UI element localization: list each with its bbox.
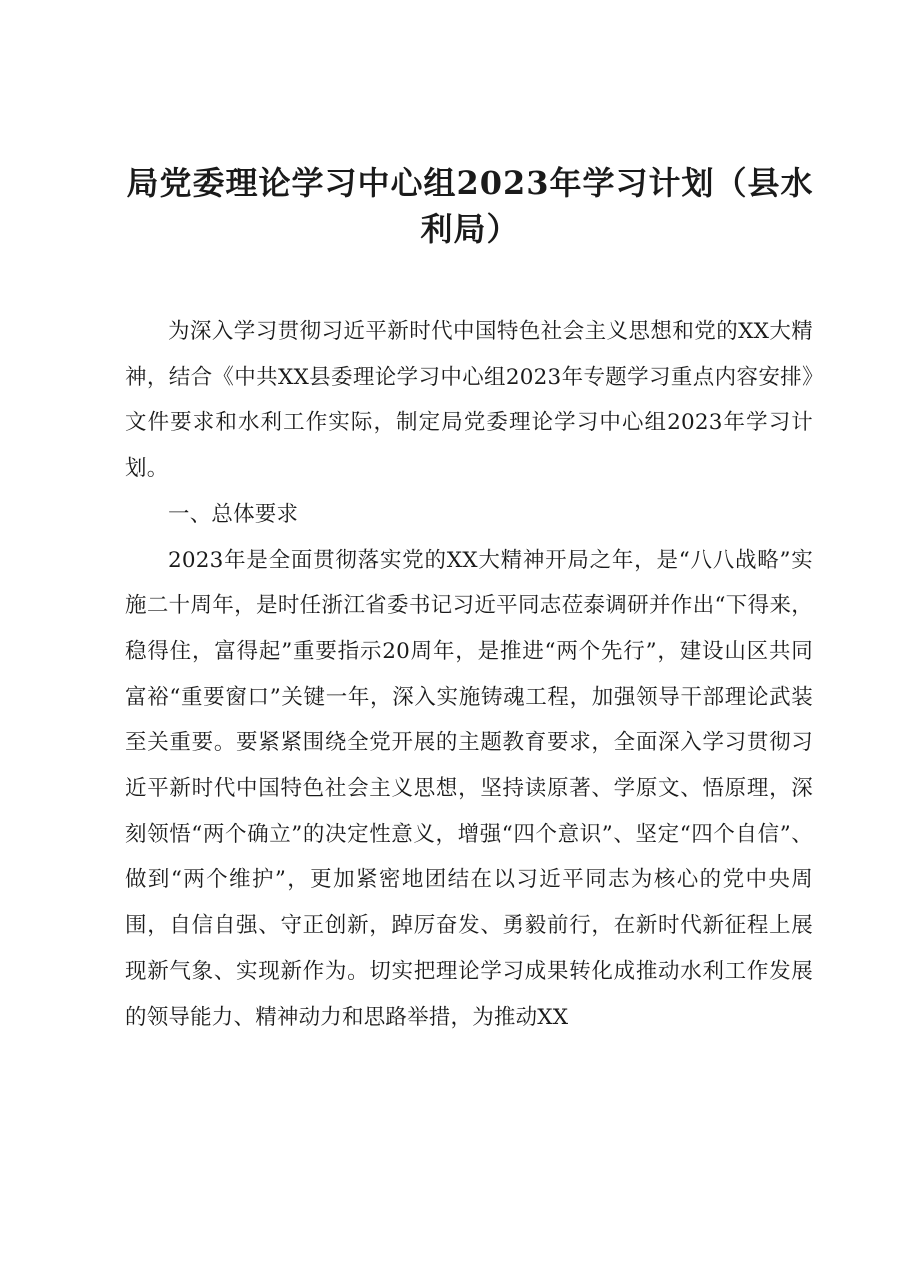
- body-paragraph: 2023年是全面贯彻落实党的XX大精神开局之年，是“八八战略”实施二十周年，是时任浙江省委书记习近平同志莅泰调研并作出“下得来，稳得住，富得起”重要指示20周年，是推进“两个先行”，建设山区共同富裕“重要窗口”关键一年，深入实施铸魂工程，加强领导干部理论武装至关重要。要紧紧围绕全党开展的主题教育要求，全面深入学习贯彻习近平新时代中国特色社会主义思想，坚持读原著、学原文、悟原理，深刻领悟“两个确立”的决定性意义，增强“四个意识”、坚定“四个自信”、做到“两个维护”，更加紧密地团结在以习近平同志为核心的党中央周围，自信自强、守正创新，踔厉奋发、勇毅前行，在新时代新征程上展现新气象、实现新作为。切实把理论学习成果转化成推动水利工作发展的领导能力、精神动力和思路举措，为推动XX: [125, 547, 813, 1030]
- document-body: [125, 309, 813, 1040]
- section-heading: 一、总体要求: [168, 501, 299, 527]
- intro-paragraph: 为深入学习贯彻习近平新时代中国特色社会主义思想和党的XX大精神，结合《中共XX县委理论学习中心组2023年专题学习重点内容安排》文件要求和水利工作实际，制定局党委理论学习中心组2023年学习计划。: [125, 319, 813, 482]
- document-title: 局党委理论学习中心组2023年学习计划（县水利局）: [126, 164, 814, 248]
